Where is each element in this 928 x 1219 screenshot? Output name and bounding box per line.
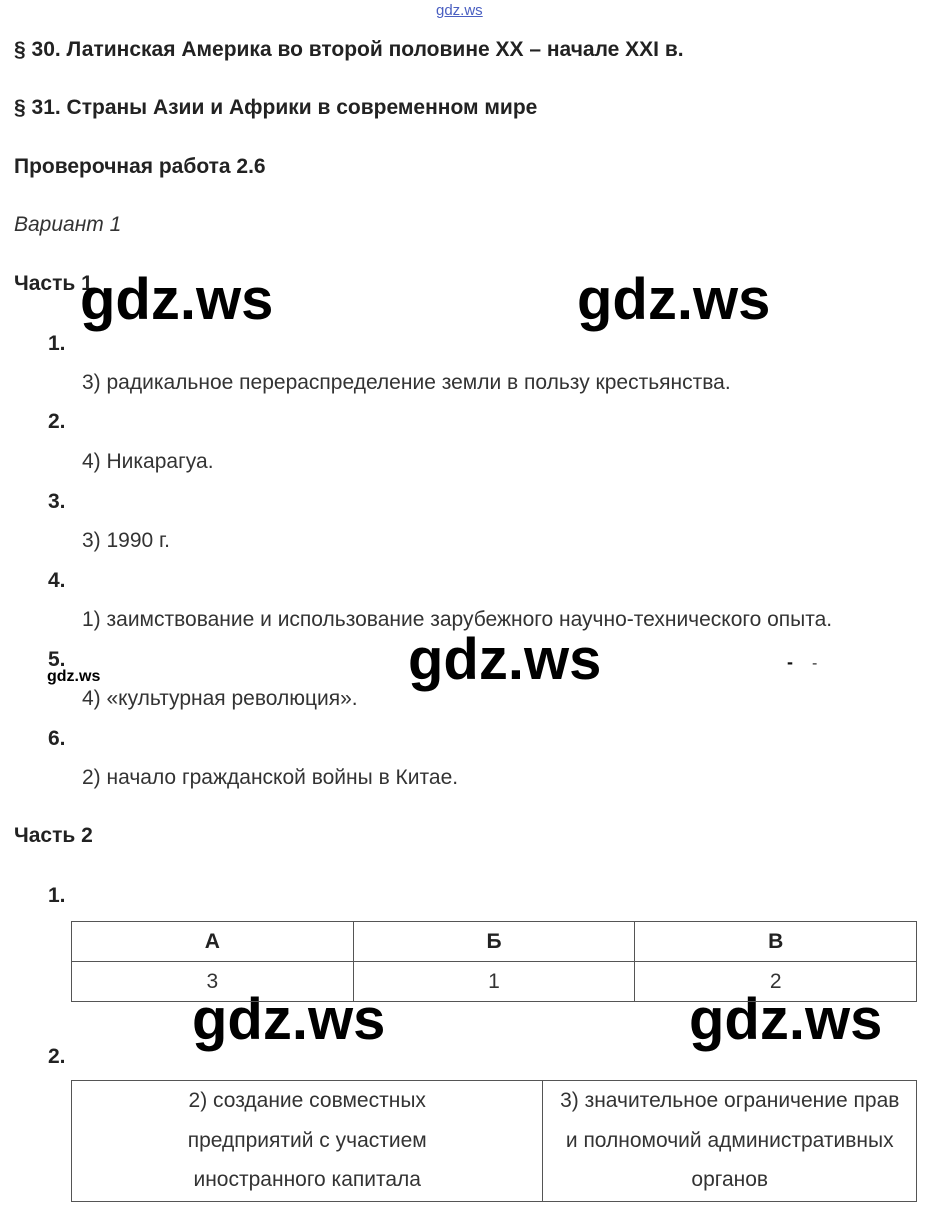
answer-text: 1) заимствование и использование зарубежного научно-технического опыта. <box>82 608 833 631</box>
watermark: gdz.ws <box>577 267 771 332</box>
answer-text: 3) радикальное перераспределение земли в пользу крестьянства. <box>82 371 731 394</box>
table-header-cell: А <box>72 922 354 962</box>
table-cell: 3) значительное ограничение прав и полномочий административных органов <box>543 1081 917 1202</box>
variant-label: Вариант 1 <box>14 213 122 236</box>
answer-table-1 <box>71 921 917 1002</box>
watermark: gdz.ws <box>408 627 602 692</box>
answer-table-2 <box>71 1080 917 1202</box>
part2-heading: Часть 2 <box>14 824 93 847</box>
question-number: 1. <box>48 332 66 355</box>
answer-text: 3) 1990 г. <box>82 529 170 552</box>
test-title: Проверочная работа 2.6 <box>14 155 266 178</box>
table-header-cell: В <box>635 922 917 962</box>
table-header-cell: Б <box>353 922 635 962</box>
question-number: 1. <box>48 884 66 907</box>
stray-mark: - <box>787 652 793 672</box>
question-number: 5. <box>48 648 66 671</box>
stray-mark: - <box>812 655 818 672</box>
section-30-heading: § 30. Латинская Америка во второй половине XX – начале XXI в. <box>14 38 684 61</box>
table-cell: 1 <box>353 962 635 1002</box>
watermark-top-link[interactable]: gdz.ws <box>436 2 483 19</box>
question-number: 6. <box>48 727 66 750</box>
answer-text: 2) начало гражданской войны в Китае. <box>82 766 459 789</box>
table-cell: 3 <box>72 962 354 1002</box>
watermark: gdz.ws <box>192 987 386 1052</box>
question-number: 3. <box>48 490 66 513</box>
question-number: 2. <box>48 1045 66 1068</box>
answer-text: 4) «культурная революция». <box>82 687 358 710</box>
watermark: gdz.ws <box>80 267 274 332</box>
table-cell: 2) создание совместных предприятий с участием иностранного капитала <box>72 1081 543 1202</box>
answer-text: 4) Никарагуа. <box>82 450 214 473</box>
question-number: 2. <box>48 410 66 433</box>
table-cell: 2 <box>635 962 917 1002</box>
question-number: 4. <box>48 569 66 592</box>
watermark-small: gdz.ws <box>47 668 101 685</box>
part1-heading: Часть 1 <box>14 272 93 295</box>
watermark: gdz.ws <box>689 987 883 1052</box>
section-31-heading: § 31. Страны Азии и Африки в современном мире <box>14 96 538 119</box>
